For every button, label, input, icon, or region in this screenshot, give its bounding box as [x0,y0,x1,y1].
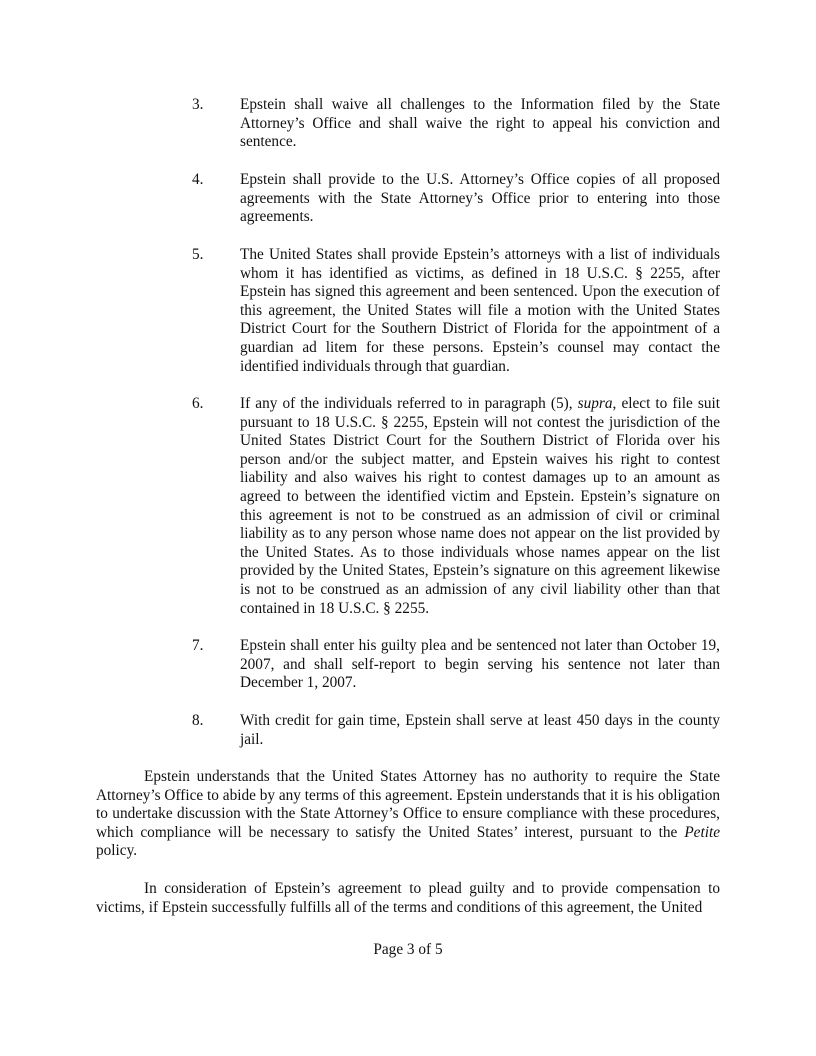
list-item-text: With credit for gain time, Epstein shall serve at least 450 days in the county jail. [240,712,720,748]
list-item-6 [192,395,720,618]
list-item-8 [192,712,720,749]
list-item-text: Epstein shall enter his guilty plea and be sentenced not later than October 19, 2007, and shall self-report to begin serving his sentence not later than December 1, 2007. [240,637,720,692]
list-item-5 [192,246,720,376]
text-run: policy. [96,842,138,860]
page-number: Page 3 of 5 [373,941,443,958]
list-item-4 [192,171,720,227]
body-paragraph: In consideration of Epstein’s agreement to plead guilty and to provide compensation to victims, if Epstein successfully fulfills all of the terms and conditions of this agreement, the United [96,880,720,916]
list-item-text: Epstein shall provide to the U.S. Attorney’s Office copies of all proposed agreements with the State Attorney’s Office prior to entering into those agreements. [240,171,720,226]
list-item-number: 6. [192,395,204,412]
italic-text: supra [577,395,613,412]
list-item-text [240,395,720,618]
italic-text: Petite [684,823,720,841]
list-item-text: Epstein shall waive all challenges to the Information filed by the State Attorney’s Office and shall waive the right to appeal his conviction and sentence. [240,96,720,151]
text-run: , elect to file suit pursuant to 18 U.S.C. § 2255, Epstein will not contest the jurisdiction of the United States District Court for the Southern District of Florida over his person and/or the subject matter, and Epstein waives his right to contest liability and also waives his right to contest damages up to an amount as agreed to between the identified victim and Epstein. Epstein’s signature on this agreement is not to be construed as an admission of civil or criminal liability as to any person whose name does not appear on the list provided by the United States. As to those individuals whose names appear on the list provided by the United States, Epstein’s signature on this agreement likewise is not to be construed as an admission of any civil liability other than that contained in 18 U.S.C. § 2255. [240,395,720,617]
list-item-text: The United States shall provide Epstein’s attorneys with a list of individuals whom it has identified as victims, as defined in 18 U.S.C. § 2255, after Epstein has signed this agreement and been sentenced. Upon the execution of this agreement, the United States will file a motion with the United States District Court for the Southern District of Florida for the appointment of a guardian ad litem for these persons. Epstein’s counsel may contact the identified individuals through that guardian. [240,246,720,375]
text-run: If any of the individuals referred to in paragraph (5), [240,395,578,412]
list-item-number: 7. [192,637,204,654]
list-item-number: 8. [192,712,204,729]
list-item-7 [192,637,720,693]
list-item-number: 5. [192,246,204,263]
text-run: Epstein understands that the United States Attorney has no authority to require the State Attorney’s Office to abide by any terms of this agreement. Epstein understands that it is his obligation to undertake discussion with the State Attorney’s Office to ensure compliance with these procedures, which compliance will be necessary to satisfy the United States’ interest, pursuant to the [96,768,720,841]
list-item-3 [192,96,720,152]
list-item-number: 4. [192,171,204,188]
list-item-number: 3. [192,96,204,113]
body-paragraph [96,768,720,861]
